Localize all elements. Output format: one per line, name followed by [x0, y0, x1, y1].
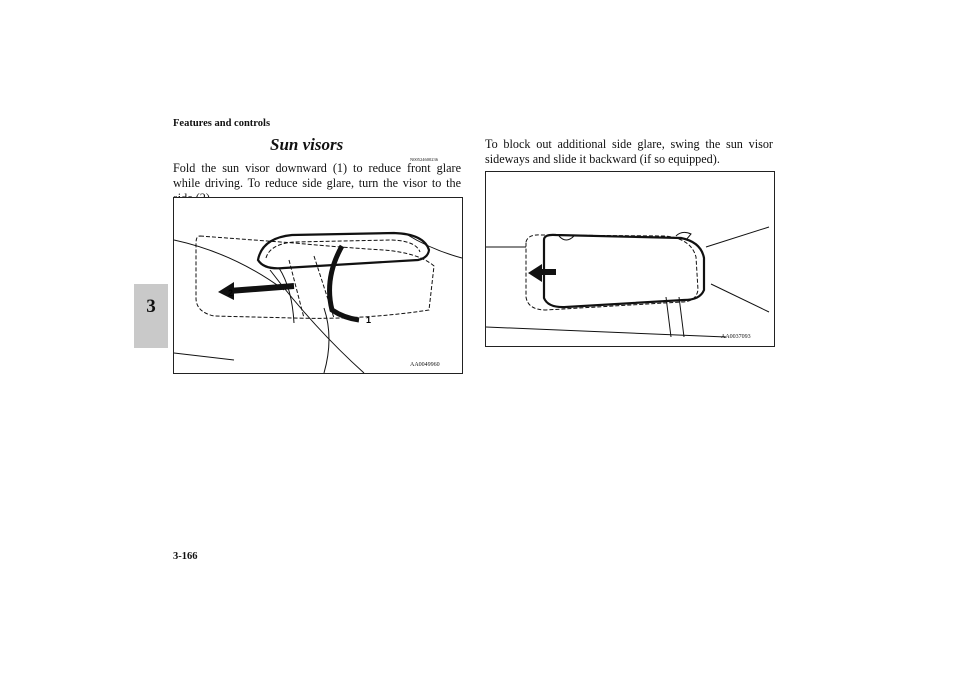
figure-code: AA0037093 [721, 334, 751, 340]
figure-code: AA0049960 [410, 362, 440, 368]
page-number: 3-166 [173, 551, 198, 562]
figure-visor-slide [485, 171, 775, 347]
running-header: Features and controls [173, 118, 271, 129]
sun-visor-slide-illustration [486, 172, 774, 346]
chapter-number: 3 [146, 296, 156, 317]
arrow-fold-down [330, 246, 359, 320]
callout-1: 1 [366, 315, 372, 325]
section-title: Sun visors [270, 135, 344, 154]
paragraph-side-glare: To block out additional side glare, swing the sun visor sideways and slide it backward (if so equipped). [485, 137, 773, 166]
callout-2: 2 [228, 288, 234, 298]
arrow-side-rotation [229, 286, 294, 291]
section-code: N00524600236 [410, 157, 438, 162]
sun-visor-fold-illustration [174, 198, 462, 373]
figure-visor-fold [173, 197, 463, 374]
paragraph-front-glare: Fold the sun visor downward (1) to reduce front glare while driving. To reduce side glare, turn the visor to the [173, 161, 461, 190]
